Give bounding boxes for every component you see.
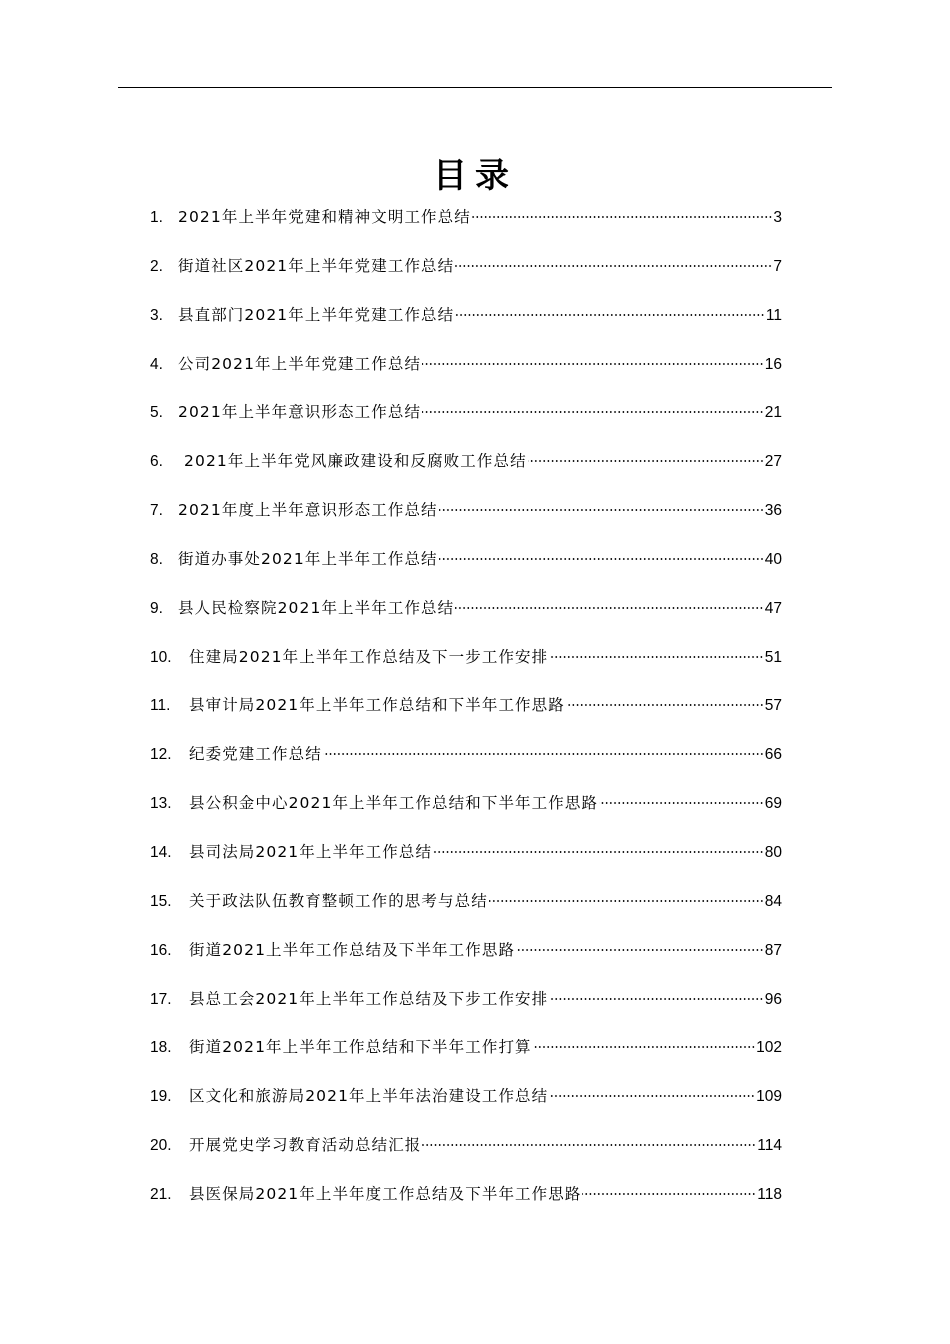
toc-list <box>150 201 782 1227</box>
toc-entry[interactable] <box>150 299 782 348</box>
toc-entry-number: 7. <box>150 502 163 520</box>
toc-dot-leader <box>455 607 764 609</box>
toc-entry-page[interactable]: 69 <box>764 795 782 813</box>
toc-dot-leader <box>422 411 764 413</box>
toc-entry[interactable] <box>150 1129 782 1178</box>
toc-entry-title[interactable]: 县医保局2021年上半年度工作总结及下半年工作思路 <box>189 1184 582 1203</box>
toc-entry-number: 19. <box>150 1088 172 1106</box>
toc-entry-number: 18. <box>150 1039 172 1057</box>
toc-entry[interactable] <box>150 641 782 690</box>
toc-entry-title[interactable]: 县人民检察院2021年上半年工作总结 <box>178 598 455 617</box>
toc-entry-number: 10. <box>150 648 172 666</box>
toc-dot-leader <box>455 265 772 267</box>
toc-entry-page[interactable]: 87 <box>764 941 782 959</box>
toc-dot-leader <box>433 851 764 853</box>
toc-entry-title[interactable]: 开展党史学习教育活动总结汇报 <box>189 1136 422 1155</box>
toc-dot-leader <box>422 1144 756 1146</box>
toc-entry-number: 2. <box>150 257 163 275</box>
toc-dot-leader <box>566 704 764 706</box>
page-title: 目录 <box>433 156 517 196</box>
toc-dot-leader <box>549 656 764 658</box>
toc-entry-title[interactable]: 街道办事处2021年上半年工作总结 <box>178 549 438 568</box>
toc-dot-leader <box>439 509 764 511</box>
toc-entry-page[interactable]: 40 <box>764 550 782 568</box>
toc-entry[interactable] <box>150 885 782 934</box>
toc-entry[interactable] <box>150 592 782 641</box>
toc-dot-leader <box>599 802 764 804</box>
toc-entry-title[interactable]: 县直部门2021年上半年党建工作总结 <box>178 305 455 324</box>
toc-entry-page[interactable]: 84 <box>764 892 782 910</box>
toc-dot-leader <box>323 753 764 755</box>
toc-entry[interactable] <box>150 494 782 543</box>
toc-dot-leader <box>533 1046 755 1048</box>
toc-entry-page[interactable]: 21 <box>764 404 782 422</box>
toc-entry-number: 6. <box>150 453 163 471</box>
toc-entry-title[interactable]: 2021年上半年党风廉政建设和反腐败工作总结 <box>178 452 527 471</box>
toc-entry-page[interactable]: 57 <box>764 697 782 715</box>
toc-dot-leader <box>422 363 764 365</box>
toc-entry-number: 14. <box>150 843 172 861</box>
toc-entry[interactable] <box>150 983 782 1032</box>
toc-entry[interactable] <box>150 738 782 787</box>
toc-entry-page[interactable]: 3 <box>773 209 782 226</box>
toc-entry-title[interactable]: 2021年上半年党建和精神文明工作总结 <box>178 208 471 226</box>
toc-dot-leader <box>455 314 765 316</box>
toc-entry-number: 5. <box>150 404 163 422</box>
toc-entry-number: 12. <box>150 746 172 764</box>
toc-entry-title[interactable]: 2021年度上半年意识形态工作总结 <box>178 501 438 520</box>
toc-entry-number: 13. <box>150 795 172 813</box>
toc-entry-title[interactable]: 县审计局2021年上半年工作总结和下半年工作思路 <box>189 696 565 715</box>
toc-entry-page[interactable]: 16 <box>764 355 782 373</box>
toc-entry-page[interactable]: 114 <box>757 1137 782 1155</box>
toc-entry[interactable] <box>150 1031 782 1080</box>
toc-entry-title[interactable]: 公司2021年上半年党建工作总结 <box>178 354 422 373</box>
toc-entry-title[interactable]: 区文化和旅游局2021年上半年法治建设工作总结 <box>189 1087 549 1106</box>
toc-entry[interactable] <box>150 543 782 592</box>
toc-entry-page[interactable]: 80 <box>764 843 782 861</box>
toc-entry-title[interactable]: 街道2021年上半年工作总结和下半年工作打算 <box>189 1038 532 1057</box>
toc-entry-title[interactable]: 2021年上半年意识形态工作总结 <box>178 403 422 422</box>
toc-entry-number: 16. <box>150 941 172 959</box>
toc-dot-leader <box>439 558 764 560</box>
toc-entry-number: 11. <box>150 697 171 715</box>
toc-entry-page[interactable]: 36 <box>764 502 782 520</box>
header-rule <box>118 87 832 88</box>
toc-entry-page[interactable]: 47 <box>764 599 782 617</box>
toc-entry[interactable] <box>150 1080 782 1129</box>
toc-entry-title[interactable]: 县总工会2021年上半年工作总结及下步工作安排 <box>189 989 549 1008</box>
toc-entry-number: 17. <box>150 990 172 1008</box>
toc-entry-number: 15. <box>150 892 172 910</box>
toc-dot-leader <box>489 900 764 902</box>
toc-entry[interactable] <box>150 348 782 397</box>
toc-entry[interactable] <box>150 689 782 738</box>
toc-entry[interactable] <box>150 836 782 885</box>
toc-entry-number: 1. <box>150 209 163 226</box>
toc-entry-title[interactable]: 关于政法队伍教育整顿工作的思考与总结 <box>189 891 488 910</box>
toc-entry[interactable] <box>150 787 782 836</box>
toc-entry-title[interactable]: 县公积金中心2021年上半年工作总结和下半年工作思路 <box>189 794 599 813</box>
toc-dot-leader <box>582 1193 756 1195</box>
toc-dot-leader <box>516 949 764 951</box>
toc-entry-page[interactable]: 51 <box>764 648 782 666</box>
toc-entry-number: 4. <box>150 355 163 373</box>
toc-entry-number: 8. <box>150 550 163 568</box>
toc-entry-page[interactable]: 27 <box>764 453 782 471</box>
toc-entry[interactable] <box>150 445 782 494</box>
toc-entry-page[interactable]: 11 <box>765 306 782 324</box>
toc-entry-title[interactable]: 住建局2021年上半年工作总结及下一步工作安排 <box>189 647 549 666</box>
toc-entry-page[interactable]: 109 <box>756 1088 782 1106</box>
toc-entry-title[interactable]: 纪委党建工作总结 <box>189 745 322 764</box>
toc-entry-page[interactable]: 7 <box>773 257 782 275</box>
toc-entry-title[interactable]: 街道社区2021年上半年党建工作总结 <box>178 256 455 275</box>
toc-entry-number: 3. <box>150 306 163 324</box>
toc-entry-page[interactable]: 102 <box>756 1039 782 1057</box>
toc-entry[interactable] <box>150 201 782 250</box>
toc-entry[interactable] <box>150 396 782 445</box>
toc-entry-title[interactable]: 县司法局2021年上半年工作总结 <box>189 842 433 861</box>
toc-entry[interactable] <box>150 250 782 299</box>
toc-entry-number: 20. <box>150 1137 172 1155</box>
toc-entry-page[interactable]: 96 <box>764 990 782 1008</box>
toc-dot-leader <box>549 998 764 1000</box>
toc-entry-number: 21. <box>150 1185 172 1203</box>
toc-entry-page[interactable]: 66 <box>764 746 782 764</box>
toc-entry[interactable] <box>150 1178 782 1227</box>
toc-entry-page[interactable]: 118 <box>757 1185 782 1203</box>
toc-dot-leader <box>528 460 764 462</box>
toc-dot-leader <box>549 1095 755 1097</box>
toc-entry-title[interactable]: 街道2021上半年工作总结及下半年工作思路 <box>189 940 516 959</box>
toc-entry[interactable] <box>150 934 782 983</box>
toc-entry-number: 9. <box>150 599 163 617</box>
toc-dot-leader <box>472 216 773 218</box>
